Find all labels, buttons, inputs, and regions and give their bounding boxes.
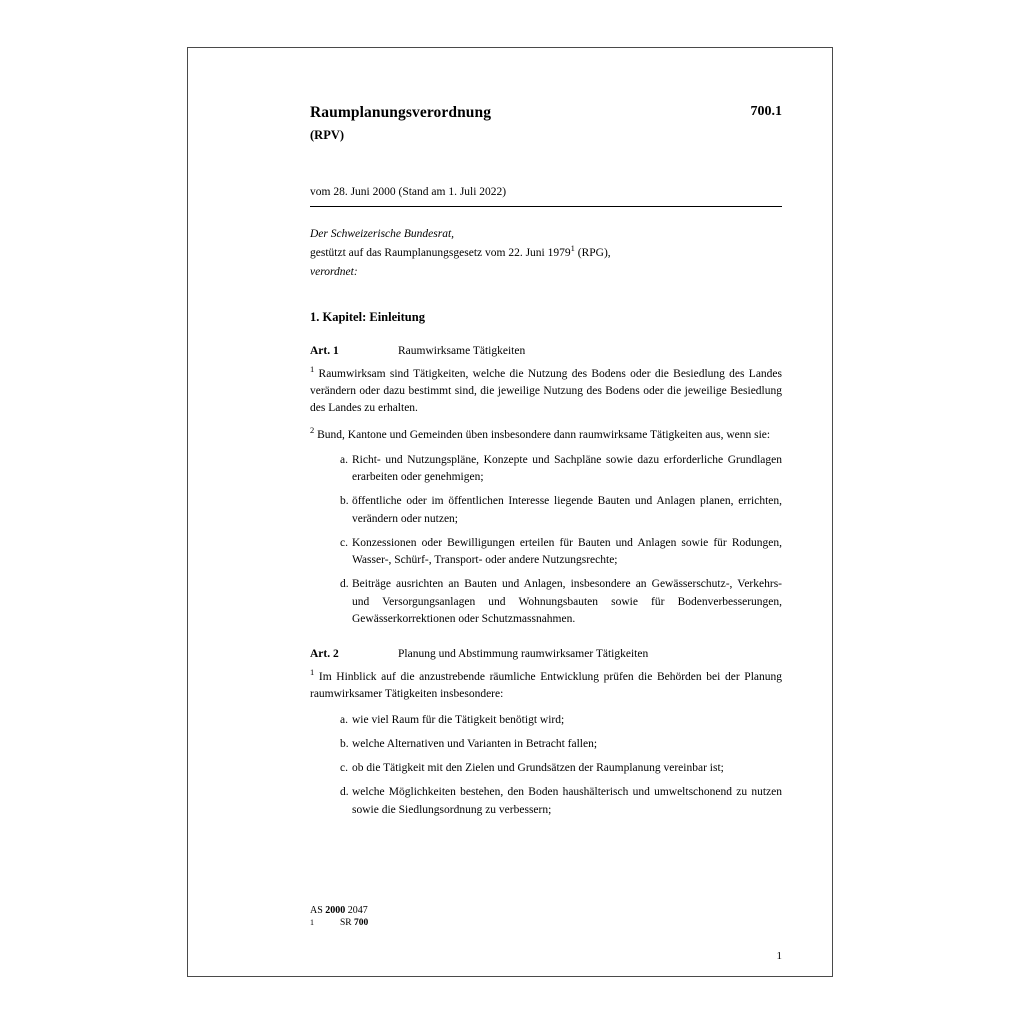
preamble-line-1: Der Schweizerische Bundesrat,	[310, 228, 455, 240]
header-divider	[310, 206, 782, 207]
list-item-text: wie viel Raum für die Tätigkeit benötigt wird;	[352, 713, 565, 726]
article-2-heading	[310, 648, 782, 660]
paragraph-text: Im Hinblick auf die anzustrebende räumliche Entwicklung prüfen die Behörden bei der Planung raumwirksamer Tätigkeiten insbesondere:	[310, 671, 782, 701]
article-1-paragraph-1	[310, 366, 782, 418]
preamble-line-2	[310, 244, 782, 263]
chapter-heading: 1. Kapitel: Einleitung	[310, 309, 425, 324]
footer-as-bold: 2000	[325, 905, 346, 916]
footer-as-suffix: 2047	[345, 905, 368, 916]
article-2	[310, 648, 782, 819]
list-item-label: c.	[340, 536, 348, 549]
list-item-text: Beiträge ausrichten an Bauten und Anlagen, insbesondere an Gewässerschutz-, Verkehrs- und Versorgungsanlagen und Wohnungsbauten sowie für Bodenverbesserungen, Gewässerkorrektionen oder Schutzmassnahmen.	[352, 578, 782, 625]
article-2-list	[310, 712, 782, 819]
preamble	[310, 225, 782, 282]
document-page	[187, 47, 833, 977]
preamble-line-3: verordnet:	[310, 265, 358, 278]
article-2-paragraph-1	[310, 669, 782, 704]
article-1-number: Art. 1	[310, 344, 339, 357]
list-item-text: Konzessionen oder Bewilligungen erteilen für Bauten und Anlagen sowie für Rodungen, Wasser-, Schürf-, Transport- oder andere Nutzungsrechte;	[352, 536, 782, 567]
document-subtitle: (RPV)	[310, 128, 345, 143]
page-footer	[310, 905, 782, 928]
footnote-marker: 1	[310, 918, 314, 927]
paragraph-marker: 1	[310, 667, 315, 678]
list-item-text: welche Möglichkeiten bestehen, den Boden haushälterisch und umweltschonend zu nutzen sowie die Siedlungsordnung zu verbessern;	[352, 786, 782, 816]
list-item-label: a.	[340, 713, 348, 726]
article-1-heading	[310, 345, 782, 357]
document-title: Raumplanungsverordnung	[310, 104, 492, 121]
footer-as-reference	[310, 905, 782, 916]
article-2-number: Art. 2	[310, 648, 339, 661]
preamble-line-2-suffix: (RPG),	[574, 246, 611, 259]
footnote-prefix: SR	[340, 918, 354, 928]
article-1	[310, 345, 782, 628]
page-number: 1	[776, 950, 782, 962]
list-item-text: welche Alternativen und Varianten in Betracht fallen;	[352, 737, 598, 750]
list-item	[310, 452, 782, 487]
footnote-text	[340, 918, 368, 928]
list-item	[310, 535, 782, 570]
preamble-line-2-prefix: gestützt auf das Raumplanungsgesetz vom 22. Juni 1979	[310, 246, 571, 259]
article-1-title: Raumwirksame Tätigkeiten	[398, 344, 526, 357]
list-item-label: d.	[340, 578, 349, 591]
paragraph-text: Raumwirksam sind Tätigkeiten, welche die Nutzung des Bodens oder die Besiedlung des Landes verändern oder dazu bestimmt sind, die jeweilige Nutzung des Bodens oder die jeweilige Besiedlung des Landes zu erhalten.	[310, 367, 782, 415]
document-header	[310, 103, 782, 165]
footnote-marker-1: 1	[570, 243, 575, 254]
list-item-label: c.	[340, 762, 348, 775]
paragraph-text: Bund, Kantone und Gemeinden üben insbesondere dann raumwirksame Tätigkeiten aus, wenn sie:	[317, 428, 771, 441]
document-number: 700.1	[750, 104, 782, 119]
list-item	[310, 712, 782, 729]
footnote-1	[310, 918, 782, 928]
paragraph-marker: 1	[310, 364, 315, 375]
list-item-label: d.	[340, 786, 349, 799]
list-item-label: b.	[340, 737, 349, 750]
list-item-label: b.	[340, 495, 349, 508]
list-item-text: ob die Tätigkeit mit den Zielen und Grundsätzen der Raumplanung vereinbar ist;	[352, 762, 724, 775]
footnote-bold: 700	[354, 918, 369, 928]
document-date-line: vom 28. Juni 2000 (Stand am 1. Juli 2022)	[310, 186, 507, 198]
page-content	[188, 48, 832, 976]
list-item-text: Richt- und Nutzungspläne, Konzepte und Sachpläne sowie dazu erforderliche Grundlagen erarbeiten oder genehmigen;	[352, 453, 782, 484]
article-2-title: Planung und Abstimmung raumwirksamer Tätigkeiten	[398, 648, 649, 661]
footer-as-prefix: AS	[310, 905, 326, 916]
list-item	[310, 493, 782, 528]
list-item	[310, 576, 782, 628]
list-item-text: öffentliche oder im öffentlichen Interesse liegende Bauten und Anlagen planen, errichten, verändern oder nutzen;	[352, 495, 782, 525]
list-item-label: a.	[340, 453, 348, 466]
article-1-list	[310, 452, 782, 628]
list-item	[310, 736, 782, 753]
list-item	[310, 784, 782, 819]
list-item	[310, 760, 782, 777]
paragraph-marker: 2	[310, 424, 315, 435]
article-1-paragraph-2	[310, 424, 782, 444]
